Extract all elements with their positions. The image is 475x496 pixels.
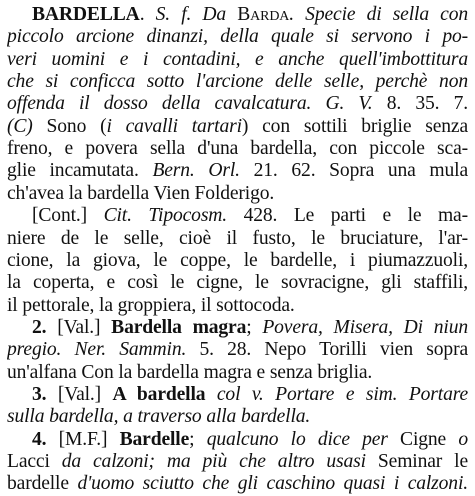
text-span: Barda xyxy=(237,4,290,25)
text-span: freno, e povera sella d'una bardella, con piccole sca- xyxy=(7,138,468,160)
italic-text: veri uomini e i contadini, e anche quell'imbottitura xyxy=(7,48,468,70)
text-span: ; xyxy=(189,428,207,450)
text-line xyxy=(7,93,468,116)
italic-text: qualcuno lo dice per xyxy=(206,428,388,450)
text-span: . xyxy=(139,4,156,25)
italic-text: S. f. Da xyxy=(155,4,238,25)
text-line xyxy=(32,384,468,407)
text-span: cione, la giova, le coppe, le bardelle, i piumazzuoli, xyxy=(7,249,468,271)
text-line xyxy=(7,183,468,206)
text-line xyxy=(32,205,468,228)
headword: A bardella xyxy=(112,383,206,405)
italic-text: . Specie di sella con xyxy=(289,4,468,25)
italic-text: Povera, Misera, Di niun xyxy=(262,316,468,338)
text-line xyxy=(7,228,468,251)
text-line xyxy=(32,429,468,452)
headword: 4. xyxy=(32,428,47,450)
italic-text: (C) xyxy=(7,115,33,137)
text-span: Sono ( xyxy=(32,115,107,137)
text-span: Cigne xyxy=(387,428,459,450)
text-line xyxy=(7,295,468,318)
headword: Bardella magra xyxy=(111,316,247,338)
italic-text: d'uomo sciutto che gli caschino quasi i calzoni. xyxy=(77,473,468,495)
italic-text: Bern. Orl. xyxy=(152,160,240,182)
italic-text: offenda il dosso della cavalcatura. G. V. xyxy=(7,93,373,115)
headword: Bardelle xyxy=(119,428,190,450)
text-line xyxy=(7,272,468,295)
text-line xyxy=(7,451,468,474)
text-line xyxy=(7,138,468,161)
headword: BARDELLA xyxy=(32,4,140,25)
text-span: Seminar le xyxy=(365,451,468,472)
text-line xyxy=(7,362,468,385)
text-span: [Val.] xyxy=(46,316,112,338)
italic-text: Portare e sim. Portare xyxy=(275,383,468,405)
text-span: [Val.] xyxy=(46,383,113,405)
italic-text: o xyxy=(458,428,468,450)
text-span: [M.F.] xyxy=(46,428,120,450)
text-line xyxy=(7,339,468,362)
text-line xyxy=(32,317,468,340)
headword: 3. xyxy=(32,383,47,405)
text-span: 8. 35. 7. xyxy=(372,93,468,115)
text-span: [Cont.] xyxy=(32,205,104,227)
text-span: il pettorale, la groppiera, il sottocoda. xyxy=(7,294,295,316)
text-line xyxy=(7,160,468,183)
italic-text: che si conficca sotto l'arcione delle selle, perchè non xyxy=(7,71,468,93)
text-line xyxy=(7,116,468,139)
text-span: la coperta, e così le cigne, le sovracigne, gli staffili, xyxy=(7,272,468,294)
text-span: niere de le selle, cioè il fusto, le bruciature, l'ar- xyxy=(7,227,468,249)
italic-text: da calzoni; ma più che altro usasi xyxy=(61,451,366,472)
italic-text: i cavalli tartari xyxy=(106,115,242,137)
text-span: glie incamutata. xyxy=(7,160,153,182)
text-line xyxy=(7,473,468,496)
text-line xyxy=(7,250,468,273)
text-span: 21. 62. Sopra una mula xyxy=(239,160,468,182)
italic-text: col v. xyxy=(205,383,276,405)
text-line xyxy=(7,71,468,94)
text-span: un'alfana Con la bardella magra e senza briglia. xyxy=(7,361,373,383)
text-span: bardelle xyxy=(7,473,78,495)
text-line xyxy=(32,4,468,27)
text-span: 5. 28. Nepo Torilli vien sopra xyxy=(186,339,468,361)
text-span: ) con sottili briglie senza xyxy=(241,115,468,137)
text-span: Lacci xyxy=(7,451,62,472)
text-span: ; xyxy=(246,316,263,338)
headword: 2. xyxy=(32,316,47,338)
text-line xyxy=(7,26,468,49)
text-span: ch'avea la bardella Vien Folderigo. xyxy=(7,182,275,204)
italic-text: Cit. Tipocosm. xyxy=(103,205,228,227)
italic-text: pregio. Ner. Sammin. xyxy=(7,339,187,361)
text-line xyxy=(7,49,468,72)
text-span: 428. Le parti e le ma- xyxy=(227,205,468,227)
italic-text: piccolo arcione dinanzi, della quale si servono i po- xyxy=(7,26,468,48)
text-line xyxy=(7,406,468,429)
italic-text: sulla bardella, a traverso alla bardella. xyxy=(7,406,311,428)
